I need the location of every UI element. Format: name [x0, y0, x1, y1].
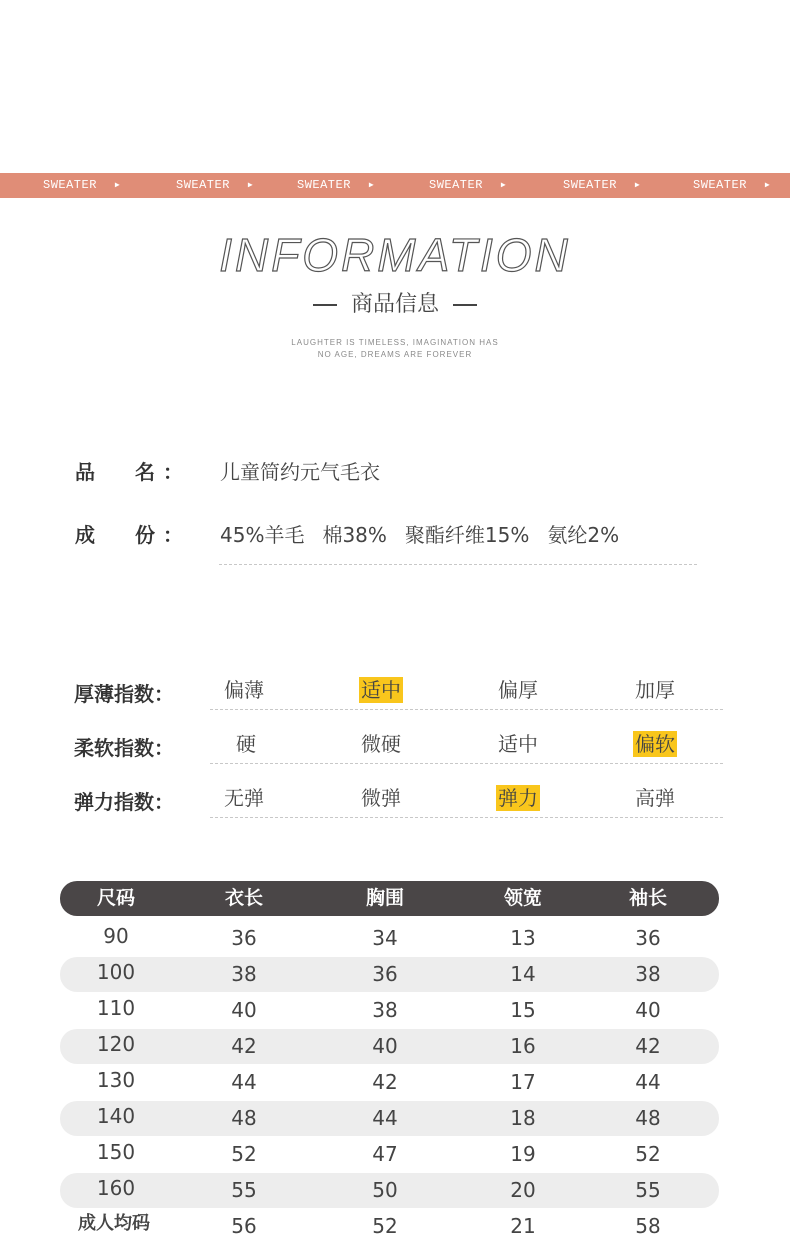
index-divider — [210, 817, 723, 818]
table-cell: 36 — [635, 926, 661, 950]
index-option: 适中 — [498, 732, 538, 756]
table-cell: 16 — [510, 1034, 536, 1058]
label-char: 份 — [135, 523, 155, 547]
triangle-right-icon: ▶ — [368, 181, 375, 190]
table-cell: 52 — [372, 1214, 398, 1238]
banner-item — [297, 173, 374, 198]
table-cell-size: 160 — [96, 1176, 136, 1200]
banner-text: SWEATER — [297, 178, 351, 192]
table-cell: 44 — [231, 1070, 257, 1094]
composition-item: 棉38% — [322, 523, 387, 547]
index-option-selected: 弹力 — [498, 786, 538, 810]
table-cell: 20 — [510, 1178, 536, 1202]
label-char: 品 — [75, 460, 95, 484]
table-cell-size: 110 — [96, 996, 136, 1020]
table-cell: 48 — [231, 1106, 257, 1130]
section-subtitle — [0, 287, 790, 318]
table-cell: 42 — [231, 1034, 257, 1058]
label-colon: ： — [163, 523, 183, 547]
index-option: 硬 — [236, 732, 256, 756]
table-cell-size: 140 — [96, 1104, 136, 1128]
composition-item: 氨纶2% — [547, 523, 620, 547]
index-option: 偏薄 — [224, 678, 264, 702]
table-cell: 44 — [635, 1070, 661, 1094]
table-cell: 36 — [372, 962, 398, 986]
subtitle-text: 商品信息 — [350, 292, 439, 317]
triangle-right-icon: ▶ — [114, 181, 121, 190]
banner-text: SWEATER — [429, 178, 483, 192]
composition-value — [220, 519, 637, 548]
table-cell-size: 130 — [96, 1068, 136, 1092]
banner-item — [429, 173, 506, 198]
index-option: 加厚 — [635, 678, 675, 702]
table-cell: 52 — [231, 1142, 257, 1166]
label-colon: ： — [163, 460, 183, 484]
index-divider — [210, 709, 723, 710]
tagline-line-1: LAUGHTER IS TIMELESS, IMAGINATION HAS — [291, 338, 499, 347]
banner-text: SWEATER — [693, 178, 747, 192]
tagline-line-2: NO AGE, DREAMS ARE FOREVER — [317, 350, 473, 359]
table-cell: 50 — [372, 1178, 398, 1202]
index-option: 无弹 — [224, 786, 264, 810]
table-cell-size: 100 — [96, 960, 136, 984]
label-char: 成 — [75, 523, 95, 547]
divider — [219, 564, 697, 565]
table-header-cell: 衣长 — [224, 887, 264, 909]
information-title: INFORMATION — [219, 229, 571, 281]
index-label: 柔软指数： — [74, 736, 174, 760]
table-cell-size: 150 — [96, 1140, 136, 1164]
table-cell: 58 — [635, 1214, 661, 1238]
table-cell: 55 — [635, 1178, 661, 1202]
table-header-cell: 胸围 — [365, 887, 405, 909]
subtitle-dash-left — [313, 304, 337, 306]
table-cell: 19 — [510, 1142, 536, 1166]
composition-item: 聚酯纤维15% — [404, 523, 530, 547]
banner-text: SWEATER — [563, 178, 617, 192]
label-char: 名 — [135, 460, 155, 484]
triangle-right-icon: ▶ — [247, 181, 254, 190]
index-option: 微弹 — [361, 786, 401, 810]
index-label: 弹力指数： — [74, 790, 174, 814]
table-cell: 38 — [372, 998, 398, 1022]
triangle-right-icon: ▶ — [500, 181, 507, 190]
banner-item — [693, 173, 770, 198]
table-cell: 14 — [510, 962, 536, 986]
banner-text: SWEATER — [176, 178, 230, 192]
table-cell: 42 — [635, 1034, 661, 1058]
index-label: 厚薄指数： — [74, 682, 174, 706]
product-name-value: 儿童简约元气毛衣 — [220, 460, 380, 484]
table-cell: 44 — [372, 1106, 398, 1130]
banner-item — [563, 173, 640, 198]
size-table-header — [60, 881, 719, 916]
triangle-right-icon: ▶ — [764, 181, 771, 190]
tagline — [0, 337, 790, 361]
index-option-selected: 偏软 — [635, 732, 675, 756]
table-cell: 52 — [635, 1142, 661, 1166]
banner-item — [176, 173, 253, 198]
table-cell: 55 — [231, 1178, 257, 1202]
table-cell: 13 — [510, 926, 536, 950]
table-cell: 18 — [510, 1106, 536, 1130]
index-option: 高弹 — [635, 786, 675, 810]
table-cell: 36 — [231, 926, 257, 950]
banner-item — [43, 173, 120, 198]
banner-text: SWEATER — [43, 178, 97, 192]
triangle-right-icon: ▶ — [634, 181, 641, 190]
table-cell: 42 — [372, 1070, 398, 1094]
table-cell: 40 — [372, 1034, 398, 1058]
table-cell: 17 — [510, 1070, 536, 1094]
index-option: 微硬 — [361, 732, 401, 756]
table-header-cell: 领宽 — [503, 887, 543, 909]
table-cell-size: 90 — [103, 924, 129, 948]
index-option-selected: 适中 — [361, 678, 401, 702]
index-option: 偏厚 — [498, 678, 538, 702]
table-cell: 56 — [231, 1214, 257, 1238]
table-cell: 38 — [231, 962, 257, 986]
sweater-banner — [0, 173, 790, 198]
table-cell: 34 — [372, 926, 398, 950]
index-divider — [210, 763, 723, 764]
table-cell: 15 — [510, 998, 536, 1022]
table-header-cell: 袖长 — [628, 887, 668, 909]
table-cell-size: 120 — [96, 1032, 136, 1056]
table-cell: 48 — [635, 1106, 661, 1130]
composition-item: 45%羊毛 — [220, 523, 305, 547]
subtitle-dash-right — [453, 304, 477, 306]
table-header-cell: 尺码 — [96, 887, 136, 909]
table-cell: 47 — [372, 1142, 398, 1166]
table-cell: 21 — [510, 1214, 536, 1238]
table-cell: 40 — [635, 998, 661, 1022]
table-cell: 40 — [231, 998, 257, 1022]
table-cell: 38 — [635, 962, 661, 986]
table-cell-size: 成人均码 — [78, 1213, 150, 1234]
